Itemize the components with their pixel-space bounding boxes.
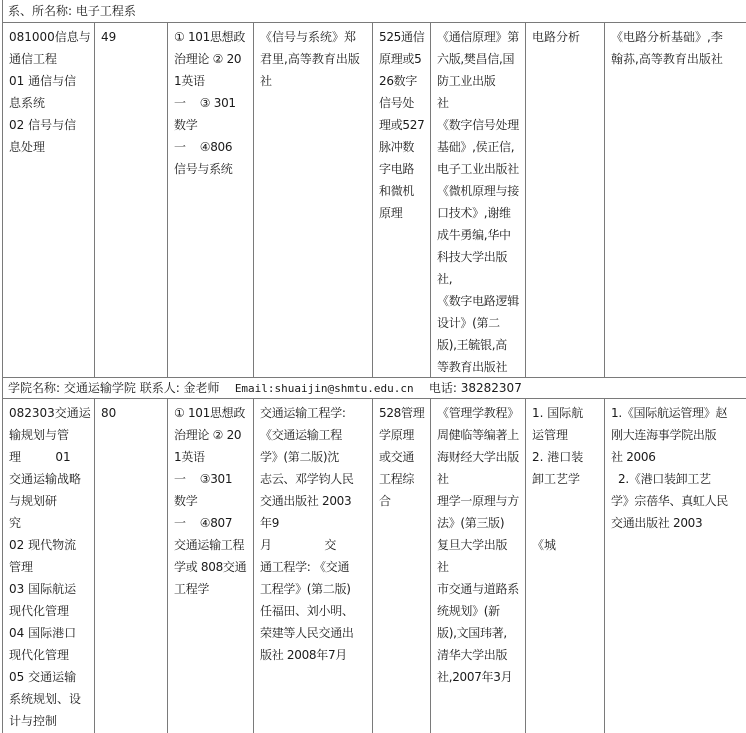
cell-line: 现代化管理	[9, 648, 70, 662]
cell-line: 基础》,侯正信,	[437, 140, 515, 154]
cell-line: 究	[9, 516, 22, 530]
cell-line: 学》宗蓓华、真虹人民	[611, 494, 729, 508]
cell-line: 社	[260, 74, 273, 88]
cell-line: 一 ④807	[174, 516, 233, 530]
major-cell	[3, 23, 95, 377]
cell-line: 交通出版社 2003	[260, 494, 352, 508]
cell-line: 一 ④806	[174, 140, 233, 154]
cell-line: 理或527	[379, 118, 425, 132]
cell-line: 02 现代物流	[9, 538, 77, 552]
cell-line: 理学一原理与方	[437, 494, 519, 508]
cell-line: 现代化管理	[9, 604, 70, 618]
cell-line: 1.《国际航运管理》赵	[611, 406, 728, 420]
cell-line: 君里,高等教育出版	[260, 52, 360, 66]
cell-line: 复旦大学出版	[437, 538, 508, 552]
cell-line: 信号与系统	[174, 162, 233, 176]
cell-line: 一 ③ 301	[174, 96, 236, 110]
table-row	[3, 23, 746, 377]
cell-line: 合	[379, 494, 391, 508]
cell-line: 社,2007年3月	[437, 670, 513, 684]
cell-line: 月 交	[260, 538, 337, 552]
cell-line: 荣建等人民交通出	[260, 626, 354, 640]
cell-line: 脉冲数	[379, 140, 415, 154]
department-name: 系、所名称: 电子工程系	[8, 4, 136, 18]
cell-line: 《电路分析基础》,李	[611, 30, 723, 44]
retest-subject-cell	[373, 399, 431, 733]
cell-line: 《通信原理》第	[437, 30, 519, 44]
cell-line: 《数字信号处理	[437, 118, 519, 132]
cell-line: 原理	[379, 206, 403, 220]
cell-line: 清华大学出版	[437, 648, 508, 662]
cell-line: 运管理	[532, 428, 569, 442]
enrollment-cell	[95, 23, 168, 377]
cell-line: 版),文国玮著,	[437, 626, 507, 640]
cell-line: 任福田、刘小明、	[260, 604, 354, 618]
cell-line: 工程学》(第二版)	[260, 582, 351, 596]
cell-line: 输规划与管	[9, 428, 70, 442]
cell-line: 刚大连海事学院出版	[611, 428, 717, 442]
cell-line: 理 01	[9, 450, 71, 464]
cell-line: 1英语	[174, 74, 205, 88]
cell-line: 交通出版社 2003	[611, 516, 703, 530]
cell-line: 《城	[532, 538, 557, 552]
exam-subjects-cell	[168, 399, 254, 733]
retest-references-cell	[431, 399, 526, 733]
contact-person: 联系人: 金老师	[139, 381, 220, 395]
cell-line: 电子工业出版社	[437, 162, 519, 176]
cell-line: 082303交通运	[9, 406, 91, 420]
cell-line: 版社 2008年7月	[260, 648, 347, 662]
cell-line: 05 交通运输	[9, 670, 77, 684]
table-row	[3, 399, 746, 733]
cell-line: 通工程学: 《交通	[260, 560, 350, 574]
department-header	[3, 0, 746, 23]
cell-line: 49	[101, 30, 117, 44]
cell-line: 管理	[9, 560, 34, 574]
cell-line: 交通运输工程学:	[260, 406, 346, 420]
cell-line: 原理或5	[379, 52, 422, 66]
cell-line: 80	[101, 406, 117, 420]
cell-line: 翰荪,高等教育出版社	[611, 52, 723, 66]
cell-line: 04 国际港口	[9, 626, 77, 640]
cell-line: 工程综	[379, 472, 415, 486]
cell-line: 治理论 ② 20	[174, 52, 242, 66]
exam-subjects-cell	[168, 23, 254, 377]
extra-references-cell	[605, 23, 746, 377]
cell-line: 卸工艺学	[532, 472, 581, 486]
cell-line: 学原理	[379, 428, 415, 442]
cell-line: 社	[437, 560, 449, 574]
cell-line: 081000信息与	[9, 30, 91, 44]
cell-line: 等教育出版社	[437, 360, 508, 374]
cell-line: 02 信号与信	[9, 118, 77, 132]
cell-line: 息处理	[9, 140, 46, 154]
cell-line: 01 通信与信	[9, 74, 77, 88]
cell-line: 志云、邓学钧人民	[260, 472, 354, 486]
extra-references-cell	[605, 399, 746, 733]
cell-line: 社	[437, 96, 449, 110]
cell-line: 数学	[174, 494, 198, 508]
extra-subject-cell	[526, 399, 605, 733]
cell-line: 版),王毓银,高	[437, 338, 507, 352]
cell-line: 《信号与系统》郑	[260, 30, 357, 44]
cell-line: 工程学	[174, 582, 210, 596]
cell-line: 系统规划、设	[9, 692, 82, 706]
cell-line: 《微机原理与接	[437, 184, 519, 198]
cell-line: 海财经大学出版	[437, 450, 519, 464]
cell-line: 计与控制	[9, 714, 58, 728]
cell-line: 治理论 ② 20	[174, 428, 242, 442]
cell-line: 数学	[174, 118, 198, 132]
school-header	[3, 377, 746, 399]
cell-line: 通信工程	[9, 52, 58, 66]
cell-line: 六版,樊昌信,国	[437, 52, 515, 66]
admissions-table	[2, 0, 746, 733]
cell-line	[532, 512, 600, 534]
cell-line: 社,	[437, 272, 453, 286]
cell-line: 字电路	[379, 162, 415, 176]
enrollment-cell	[95, 399, 168, 733]
retest-references-cell	[431, 23, 526, 377]
cell-line: 年9	[260, 516, 280, 530]
references-cell	[254, 399, 373, 733]
cell-line: ① 101思想政	[174, 406, 246, 420]
cell-line: 息系统	[9, 96, 46, 110]
cell-line: ① 101思想政	[174, 30, 246, 44]
cell-line: 社 2006	[611, 450, 656, 464]
cell-line: 学或 808交通	[174, 560, 247, 574]
cell-line: 《管理学教程》	[437, 406, 519, 420]
cell-line: 统规划》(新	[437, 604, 500, 618]
cell-line	[532, 490, 600, 512]
cell-line: 防工业出版	[437, 74, 496, 88]
cell-line: 2.《港口装卸工艺	[611, 472, 711, 486]
cell-line: 03 国际航运	[9, 582, 77, 596]
cell-line: 法》(第三版)	[437, 516, 505, 530]
cell-line: 交通运输战略	[9, 472, 82, 486]
cell-line: 26数字	[379, 74, 418, 88]
cell-line: 口技术》,谢维	[437, 206, 511, 220]
cell-line: 交通运输工程	[174, 538, 245, 552]
cell-line: 或交通	[379, 450, 415, 464]
cell-line: 一 ③301	[174, 472, 233, 486]
cell-line: 525通信	[379, 30, 425, 44]
cell-line: 《交通运输工程	[260, 428, 342, 442]
cell-line: 周健临等编著上	[437, 428, 519, 442]
cell-line: 1英语	[174, 450, 205, 464]
cell-line: 成牛勇编,华中	[437, 228, 511, 242]
retest-subject-cell	[373, 23, 431, 377]
cell-line: 学》(第二版)沈	[260, 450, 339, 464]
cell-line: 2. 港口装	[532, 450, 584, 464]
cell-line: 和微机	[379, 184, 415, 198]
contact-phone: 电话: 38282307	[428, 381, 522, 395]
extra-subject-cell	[526, 23, 605, 377]
cell-line: 社	[437, 472, 449, 486]
cell-line: 市交通与道路系	[437, 582, 519, 596]
cell-line: 528管理	[379, 406, 425, 420]
cell-line: 电路分析	[532, 30, 581, 44]
cell-line: 《数字电路逻辑	[437, 294, 519, 308]
cell-line: 信号处	[379, 96, 415, 110]
major-cell	[3, 399, 95, 733]
cell-line: 1. 国际航	[532, 406, 584, 420]
cell-line: 与规划研	[9, 494, 58, 508]
references-cell	[254, 23, 373, 377]
contact-email: Email:shuaijin@shmtu.edu.cn	[234, 382, 414, 395]
cell-line: 科技大学出版	[437, 250, 508, 264]
cell-line: 设计》(第二	[437, 316, 500, 330]
school-name: 学院名称: 交通运输学院	[8, 381, 136, 395]
